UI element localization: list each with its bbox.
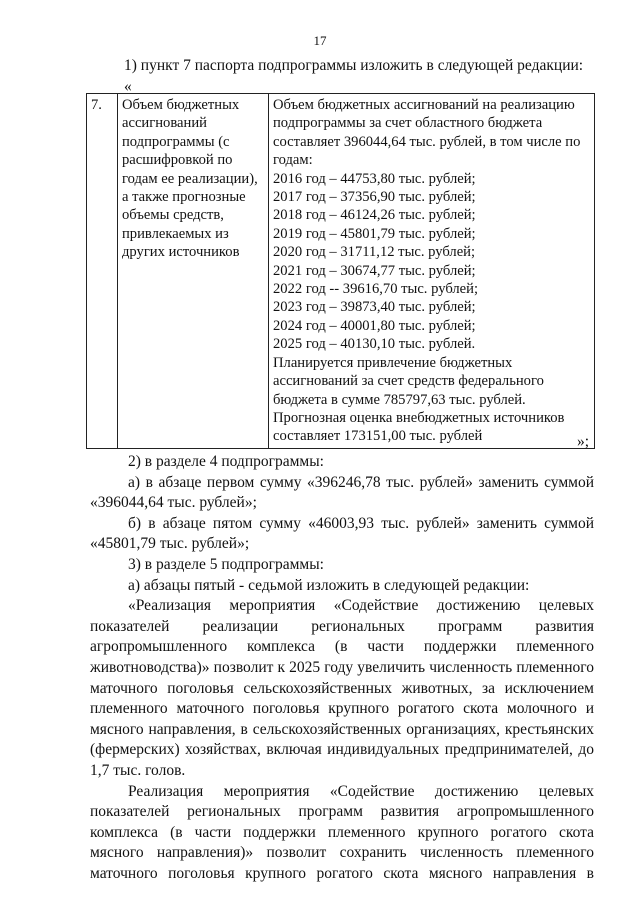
- content-line: подпрограммы за счет областного бюджета: [273, 115, 543, 132]
- opening-quote: «: [124, 78, 132, 95]
- passport-table: [86, 93, 595, 449]
- name-line: привлекаемых из: [122, 225, 229, 242]
- paragraph: 2) в разделе 4 подпрограммы:: [128, 453, 324, 470]
- item-number-cell: [87, 94, 118, 449]
- year-line: 2021 год – 30674,77 тыс. рублей;: [273, 262, 476, 279]
- paragraph: б) в абзаце пятом сумму «46003,93 тыс. рублей» заменить суммой «45801,79 тыс. рублей»;: [90, 514, 594, 553]
- content-line: Планируется привлечение бюджетных: [273, 354, 513, 371]
- year-line: 2020 год – 31711,12 тыс. рублей;: [273, 244, 476, 261]
- year-line: 2016 год – 44753,80 тыс. рублей;: [273, 170, 476, 187]
- name-line: Объем бюджетных: [122, 97, 240, 113]
- paragraph: а) в абзаце первом сумму «396246,78 тыс. рублей» заменить суммой «396044,64 тыс. рублей»;: [90, 473, 594, 512]
- name-line: расшифровкой по: [122, 152, 233, 169]
- name-line: других источников: [122, 244, 240, 261]
- name-line: объемы средств,: [122, 207, 224, 224]
- item-name-cell: [118, 94, 269, 449]
- content-line: ассигнований за счет средств федерального: [273, 373, 544, 390]
- year-line: 2024 год – 40001,80 тыс. рублей;: [273, 317, 476, 334]
- page-number: 17: [313, 33, 327, 48]
- paragraph: а) абзацы пятый - седьмой изложить в следующей редакции:: [128, 576, 530, 594]
- year-line: 2019 год – 45801,79 тыс. рублей;: [273, 225, 476, 242]
- item-content-cell: [269, 94, 595, 449]
- content-line: составляет 396044,64 тыс. рублей, в том числе по: [273, 133, 581, 150]
- name-line: подпрограммы (с: [122, 133, 230, 150]
- year-line: 2017 год – 37356,90 тыс. рублей;: [273, 189, 476, 206]
- year-line: 2023 год – 39873,40 тыс. рублей;: [273, 299, 476, 316]
- closing-quote: »;: [577, 433, 590, 450]
- name-line: а также прогнозные: [122, 189, 246, 206]
- content-line: бюджета в сумме 785797,63 тыс. рублей.: [273, 391, 526, 408]
- content-line: составляет 173151,00 тыс. рублей: [273, 428, 483, 445]
- name-line: годам ее реализации),: [122, 170, 258, 187]
- content-line: годам:: [273, 152, 313, 169]
- paragraph: Реализация мероприятия «Содействие достижению целевых показателей региональных программ развития агропромышленного комплекса (в части поддержки племенного крупного рогатого скота мясного направления)» позволит сохранить численность племенного маточного поголовья крупного рогатого скота мясного направления в: [90, 782, 594, 882]
- year-line: 2018 год – 46124,26 тыс. рублей;: [273, 207, 476, 224]
- content-line: Прогнозная оценка внебюджетных источников: [273, 409, 565, 426]
- content-line: Объем бюджетных ассигнований на реализацию: [273, 97, 575, 113]
- table-row: [87, 94, 595, 449]
- paragraph: 3) в разделе 5 подпрограммы:: [128, 555, 324, 573]
- item-number: 7.: [91, 97, 102, 113]
- document-body: [90, 452, 594, 884]
- year-line: 2022 год -- 39616,70 тыс. рублей;: [273, 281, 479, 298]
- name-line: ассигнований: [122, 115, 207, 132]
- amendment-intro: 1) пункт 7 паспорта подпрограммы изложить в следующей редакции:: [124, 57, 584, 74]
- year-line: 2025 год – 40130,10 тыс. рублей.: [273, 336, 476, 353]
- paragraph: «Реализация мероприятия «Содействие достижению целевых показателей реализации региональных программ развития агропромышленного комплекса (в части поддержки племенного животноводства)» позволит к 2025 году увеличить численность племенного маточного поголовья сельскохозяйственных животных, за исключением племенного маточного поголовья крупного рогатого скота молочного и мясного направления, в сельскохозяйственных организациях, крестьянских (фермерских) хозяйствах, включая индивидуальных предпринимателей, до 1,7 тыс. голов.: [90, 597, 594, 779]
